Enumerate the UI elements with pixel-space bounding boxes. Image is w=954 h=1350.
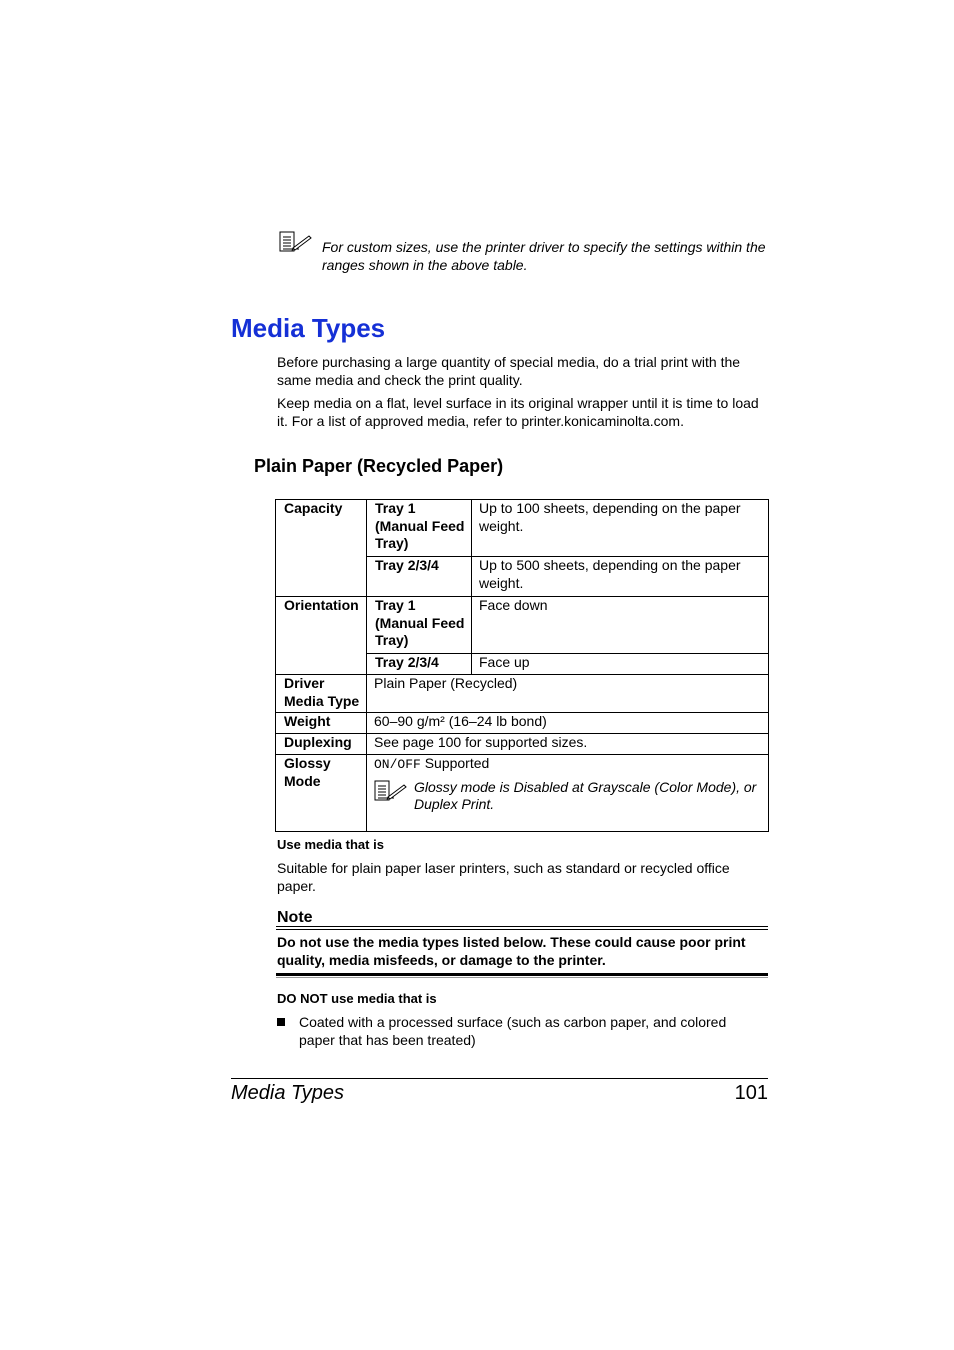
- glossy-mode-note-text: Glossy mode is Disabled at Grayscale (Color Mode), or Duplex Print.: [414, 778, 757, 812]
- duplexing-label: Duplexing: [276, 734, 367, 755]
- capacity-label: Capacity: [276, 500, 367, 597]
- glossy-mode-supported: Supported: [420, 755, 490, 771]
- table-row: [276, 755, 769, 832]
- orientation-tray234-value: Face up: [472, 654, 769, 675]
- table-row: [276, 734, 769, 755]
- capacity-tray1-value: Up to 100 sheets, depending on the paper weight.: [472, 500, 769, 557]
- duplexing-value: See page 100 for supported sizes.: [367, 734, 769, 755]
- note-divider-bottom: [276, 973, 768, 976]
- intro-paragraph-1: Before purchasing a large quantity of special media, do a trial print with the same media and check the print quality.: [277, 354, 741, 388]
- glossy-mode-label: Glossy Mode: [276, 755, 367, 832]
- weight-value: 60–90 g/m² (16–24 lb bond): [367, 713, 769, 734]
- table-row: [276, 500, 769, 557]
- note-body: Do not use the media types listed below. These could cause poor print quality, media misfeeds, or damage to the printer.: [277, 934, 746, 968]
- table-row: [276, 713, 769, 734]
- media-spec-table: [275, 499, 769, 832]
- note-divider-bottom: [276, 977, 768, 978]
- orientation-label: Orientation: [276, 597, 367, 675]
- note-divider-top: [276, 929, 768, 930]
- square-bullet-icon: [277, 1018, 285, 1026]
- driver-media-type-label: Driver Media Type: [276, 675, 367, 713]
- intro-paragraph-2: Keep media on a flat, level surface in its original wrapper until it is time to load it. For a list of approved media, refer to printer.konicaminolta.com.: [277, 395, 759, 429]
- page-number: 101: [734, 1082, 768, 1104]
- orientation-tray1-value: Face down: [472, 597, 769, 654]
- use-media-heading: Use media that is: [277, 837, 384, 852]
- list-item: Coated with a processed surface (such as carbon paper, and colored paper that has been treated): [299, 1014, 727, 1048]
- footer-divider: [231, 1078, 768, 1079]
- use-media-text: Suitable for plain paper laser printers, such as standard or recycled office paper.: [277, 860, 730, 894]
- note-pencil-icon: [279, 231, 313, 253]
- top-note-text: For custom sizes, use the printer driver to specify the settings within the ranges shown in the above table.: [322, 239, 766, 273]
- table-row: [276, 597, 769, 654]
- orientation-tray234-label: Tray 2/3/4: [367, 654, 472, 675]
- section-title: Plain Paper (Recycled Paper): [254, 456, 504, 476]
- weight-label: Weight: [276, 713, 367, 734]
- note-heading: Note: [277, 909, 313, 926]
- footer-section-title: Media Types: [231, 1082, 345, 1104]
- orientation-tray1-label: Tray 1 (Manual Feed Tray): [367, 597, 472, 654]
- note-divider-top: [276, 926, 768, 927]
- do-not-use-heading: DO NOT use media that is: [277, 991, 437, 1006]
- capacity-tray234-label: Tray 2/3/4: [367, 557, 472, 597]
- page-title: Media Types: [231, 313, 386, 343]
- table-row: [276, 675, 769, 713]
- glossy-mode-code: ON/OFF: [374, 757, 421, 772]
- driver-media-type-value: Plain Paper (Recycled): [367, 675, 769, 713]
- note-pencil-icon: [374, 779, 414, 807]
- capacity-tray1-label: Tray 1 (Manual Feed Tray): [367, 500, 472, 557]
- glossy-mode-cell: [367, 755, 769, 832]
- glossy-mode-note: [374, 779, 764, 814]
- glossy-mode-value: [374, 755, 764, 774]
- capacity-tray234-value: Up to 500 sheets, depending on the paper weight.: [472, 557, 769, 597]
